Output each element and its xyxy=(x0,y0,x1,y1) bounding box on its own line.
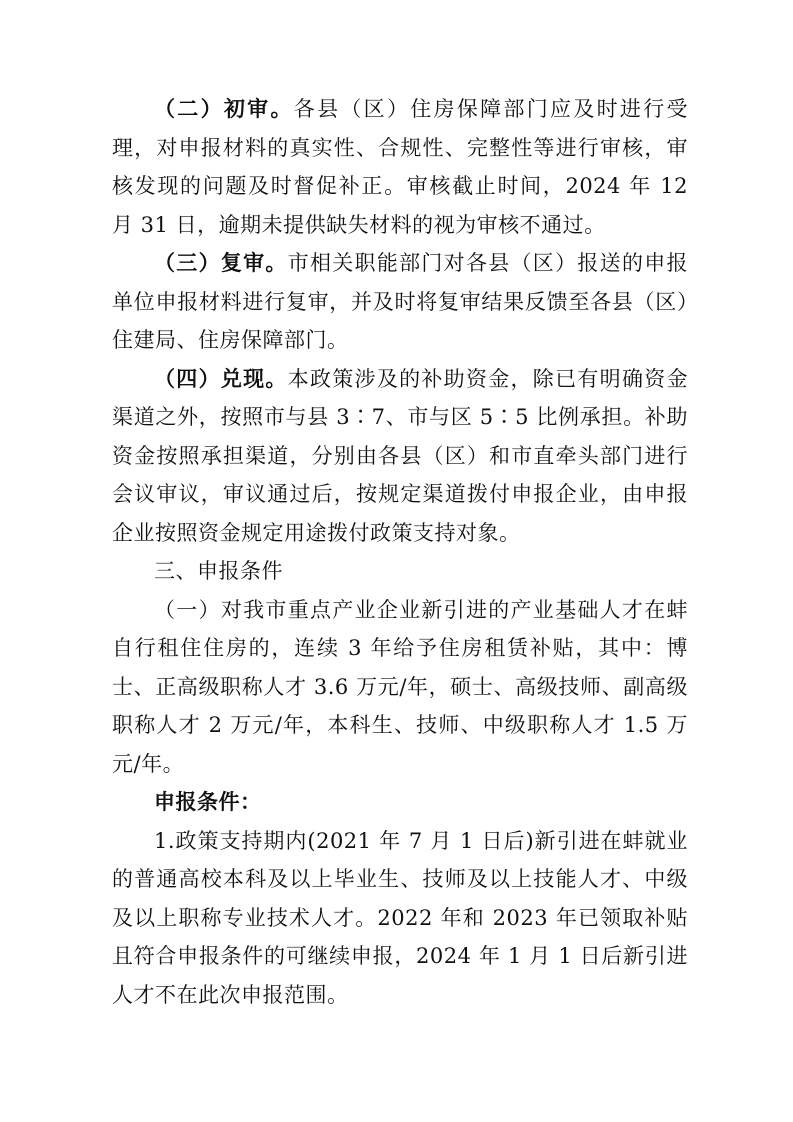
conditions-label: 申报条件： xyxy=(154,790,262,814)
paragraph-payout xyxy=(112,360,688,553)
paragraph-initial-review xyxy=(112,90,688,244)
second-review-text: 市相关职能部门对各县（区）报送的申报单位申报材料进行复审，并及时将复审结果反馈至各县（区）住建局、住房保障部门。 xyxy=(112,251,689,352)
paragraph-second-review xyxy=(112,244,688,360)
paragraph-rental-subsidy: （一）对我市重点产业企业新引进的产业基础人才在蚌自行租住住房的，连续 3 年给予住房租赁补贴，其中：博士、正高级职称人才 3.6 万元/年，硕士、高级技师、副高级职称人才 2 万元/年，本科生、技师、中级职称人才 1.5 万元/年。 xyxy=(112,597,688,776)
paragraph-condition-1: 1.政策支持期内(2021 年 7 月 1 日后)新引进在蚌就业的普通高校本科及以上毕业生、技师及以上技能人才、中级及以上职称专业技术人才。2022 年和 2023 年已领取补贴且符合申报条件的可继续申报，2024 年 1 月 1 日后新引进人才不在此次申报范围。 xyxy=(112,828,688,1007)
payout-text: 本政策涉及的补助资金，除已有明确资金渠道之外，按照市与县 3∶7、市与区 5∶5 比例承担。补助资金按照承担渠道，分别由各县（区）和市直牵头部门进行会议审议，审议通过后，按规定渠道拨付申报企业，由申报企业按照资金规定用途拨付政策支持对象。 xyxy=(112,366,689,545)
section-title-application-conditions: 三、申报条件 xyxy=(154,559,283,583)
payout-heading: （四）兑现。 xyxy=(154,366,288,391)
second-review-heading: （三）复审。 xyxy=(154,251,288,275)
initial-review-text: 各县（区）住房保障部门应及时进行受理，对申报材料的真实性、合规性、完整性等进行审核，审核发现的问题及时督促补正。审核截止时间，2024 年 12 月 31 日，逾期未提供缺失材料的视为审核不通过。 xyxy=(112,97,689,237)
document-body xyxy=(112,90,688,1014)
initial-review-heading: （二）初审。 xyxy=(154,97,294,121)
